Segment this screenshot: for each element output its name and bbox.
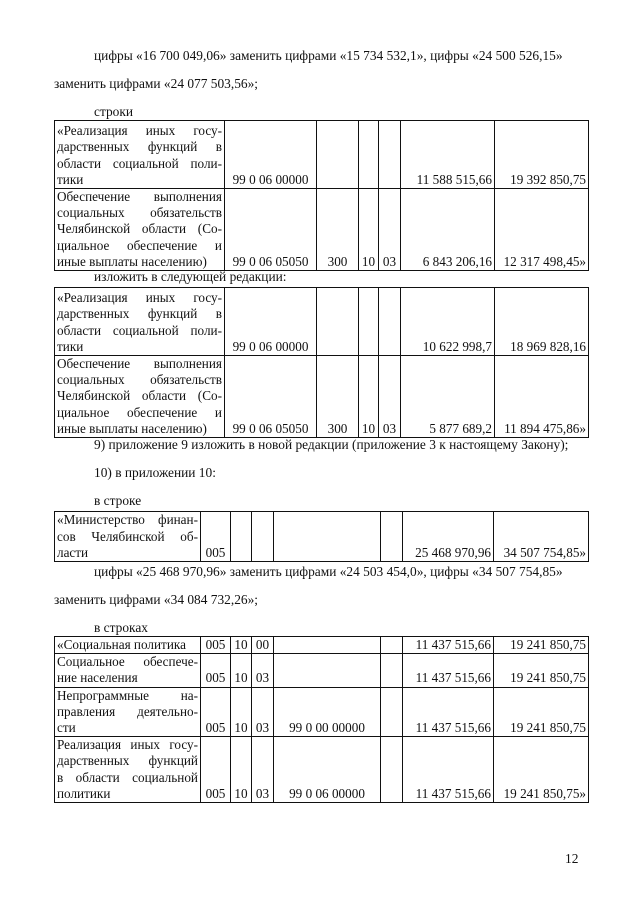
section-cell — [359, 121, 379, 189]
amount-1-cell: 11 437 515,66 — [403, 687, 494, 737]
section-cell — [231, 512, 252, 562]
item-9: 9) приложение 9 изложить в новой редакции (приложение 3 к настоящему Закону); — [94, 437, 569, 452]
table-row — [55, 687, 589, 737]
section-cell: 10 — [231, 654, 252, 687]
table-row — [55, 288, 589, 356]
target-code-cell: 99 0 06 00000 — [274, 737, 381, 803]
section-cell: 10 — [359, 189, 379, 271]
description-line: правления деятельно- — [57, 703, 198, 719]
amount-2-cell: 19 392 850,75 — [495, 121, 589, 189]
description-line: Челябинской области (Со- — [57, 388, 222, 404]
department-cell: 005 — [201, 637, 231, 654]
expense-type-cell — [381, 687, 403, 737]
description-line: иные выплаты населению) — [57, 253, 207, 269]
row-description — [55, 737, 201, 803]
subsection-cell: 03 — [379, 189, 401, 271]
page-number: 12 — [565, 851, 579, 866]
expense-type-cell: 300 — [317, 356, 359, 438]
subsection-cell: 03 — [379, 356, 401, 438]
rows-label-2: в строках — [94, 620, 148, 635]
amount-1-cell: 11 588 515,66 — [401, 121, 495, 189]
description-line: области социальной поли- — [57, 155, 222, 171]
department-cell: 005 — [201, 687, 231, 737]
description-line: дарственных функций в — [57, 139, 222, 155]
description-line: «Реализация иных госу- — [57, 290, 222, 306]
description-line: сти — [57, 720, 76, 736]
paragraph-2-line-1: цифры «25 468 970,96» заменить цифрами «24 503 454,0», цифры «34 507 754,85» — [94, 564, 563, 579]
description-line: «Министерство финан- — [57, 512, 198, 528]
table-new-rows — [54, 287, 589, 438]
description-line: Челябинской области (Со- — [57, 221, 222, 237]
description-line: ласти — [57, 544, 89, 560]
expense-type-cell — [381, 654, 403, 687]
table-row — [55, 654, 589, 687]
description-line: Обеспечение выполнения — [57, 189, 222, 204]
description-line: области социальной поли- — [57, 322, 222, 338]
section-cell — [359, 288, 379, 356]
amount-2-cell: 19 241 850,75» — [494, 737, 589, 803]
amount-1-cell: 5 877 689,2 — [401, 356, 495, 438]
section-cell: 10 — [231, 687, 252, 737]
expense-type-cell — [317, 121, 359, 189]
amount-2-cell: 34 507 754,85» — [494, 512, 589, 562]
department-cell: 005 — [201, 737, 231, 803]
description-line: Социальное обеспече- — [57, 654, 198, 670]
subsection-cell — [379, 288, 401, 356]
description-line: «Социальная политика — [57, 637, 186, 652]
table-row — [55, 189, 589, 271]
department-cell: 005 — [201, 512, 231, 562]
subsection-cell — [379, 121, 401, 189]
table-ministry-row — [54, 511, 589, 562]
amount-1-cell: 10 622 998,7 — [401, 288, 495, 356]
amount-2-cell: 18 969 828,16 — [495, 288, 589, 356]
rows-label: строки — [94, 104, 134, 119]
section-cell: 10 — [231, 637, 252, 654]
row-description — [55, 288, 225, 356]
subsection-cell: 00 — [252, 637, 274, 654]
row-description — [55, 189, 225, 271]
description-line: циальное обеспечение и — [57, 237, 222, 253]
item-10: 10) в приложении 10: — [94, 465, 216, 480]
amount-2-cell: 19 241 850,75 — [494, 654, 589, 687]
target-code-cell: 99 0 06 00000 — [225, 121, 317, 189]
table-row — [55, 512, 589, 562]
description-line: тики — [57, 171, 84, 187]
subsection-cell: 03 — [252, 687, 274, 737]
description-line: «Реализация иных госу- — [57, 123, 222, 139]
row-description — [55, 687, 201, 737]
expense-type-cell — [381, 512, 403, 562]
paragraph-1-line-2: заменить цифрами «24 077 503,56»; — [54, 76, 259, 91]
description-line: Непрограммные на- — [57, 687, 198, 703]
row-label: в строке — [94, 493, 142, 508]
target-code-cell: 99 0 06 05050 — [225, 189, 317, 271]
expense-type-cell — [381, 637, 403, 654]
amount-2-cell: 19 241 850,75 — [494, 637, 589, 654]
subsection-cell: 03 — [252, 654, 274, 687]
table-social-policy-rows — [54, 636, 589, 803]
expense-type-cell — [381, 737, 403, 803]
description-line: в области социальной — [57, 769, 198, 785]
row-description — [55, 356, 225, 438]
row-description — [55, 637, 201, 654]
row-description — [55, 121, 225, 189]
row-description — [55, 512, 201, 562]
expense-type-cell — [317, 288, 359, 356]
description-line: дарственных функций в — [57, 306, 222, 322]
table-row — [55, 737, 589, 803]
subsection-cell — [252, 512, 274, 562]
description-line: тики — [57, 338, 84, 354]
table-row — [55, 356, 589, 438]
amount-1-cell: 11 437 515,66 — [403, 637, 494, 654]
description-line: Реализация иных госу- — [57, 737, 198, 753]
section-cell: 10 — [359, 356, 379, 438]
description-line: циальное обеспечение и — [57, 404, 222, 420]
description-line: дарственных функций — [57, 753, 198, 769]
replace-label: изложить в следующей редакции: — [94, 269, 287, 284]
table-original-rows — [54, 120, 589, 271]
description-line: социальных обязательств — [57, 372, 222, 388]
subsection-cell: 03 — [252, 737, 274, 803]
target-code-cell — [274, 654, 381, 687]
description-line: иные выплаты населению) — [57, 420, 207, 436]
amount-2-cell: 19 241 850,75 — [494, 687, 589, 737]
amount-2-cell: 11 894 475,86» — [495, 356, 589, 438]
expense-type-cell: 300 — [317, 189, 359, 271]
row-description — [55, 654, 201, 687]
target-code-cell — [274, 637, 381, 654]
target-code-cell: 99 0 06 05050 — [225, 356, 317, 438]
description-line: политики — [57, 785, 111, 801]
department-cell: 005 — [201, 654, 231, 687]
description-line: Обеспечение выполнения — [57, 356, 222, 371]
amount-1-cell: 11 437 515,66 — [403, 654, 494, 687]
table-row — [55, 121, 589, 189]
paragraph-2-line-2: заменить цифрами «34 084 732,26»; — [54, 592, 259, 607]
section-cell: 10 — [231, 737, 252, 803]
description-line: сов Челябинской об- — [57, 528, 198, 544]
amount-1-cell: 11 437 515,66 — [403, 737, 494, 803]
amount-1-cell: 25 468 970,96 — [403, 512, 494, 562]
description-line: ние населения — [57, 670, 138, 686]
amount-1-cell: 6 843 206,16 — [401, 189, 495, 271]
target-code-cell: 99 0 00 00000 — [274, 687, 381, 737]
target-code-cell — [274, 512, 381, 562]
target-code-cell: 99 0 06 00000 — [225, 288, 317, 356]
table-row — [55, 637, 589, 654]
amount-2-cell: 12 317 498,45» — [495, 189, 589, 271]
paragraph-1-line-1: цифры «16 700 049,06» заменить цифрами «15 734 532,1», цифры «24 500 526,15» — [94, 48, 563, 63]
description-line: социальных обязательств — [57, 205, 222, 221]
